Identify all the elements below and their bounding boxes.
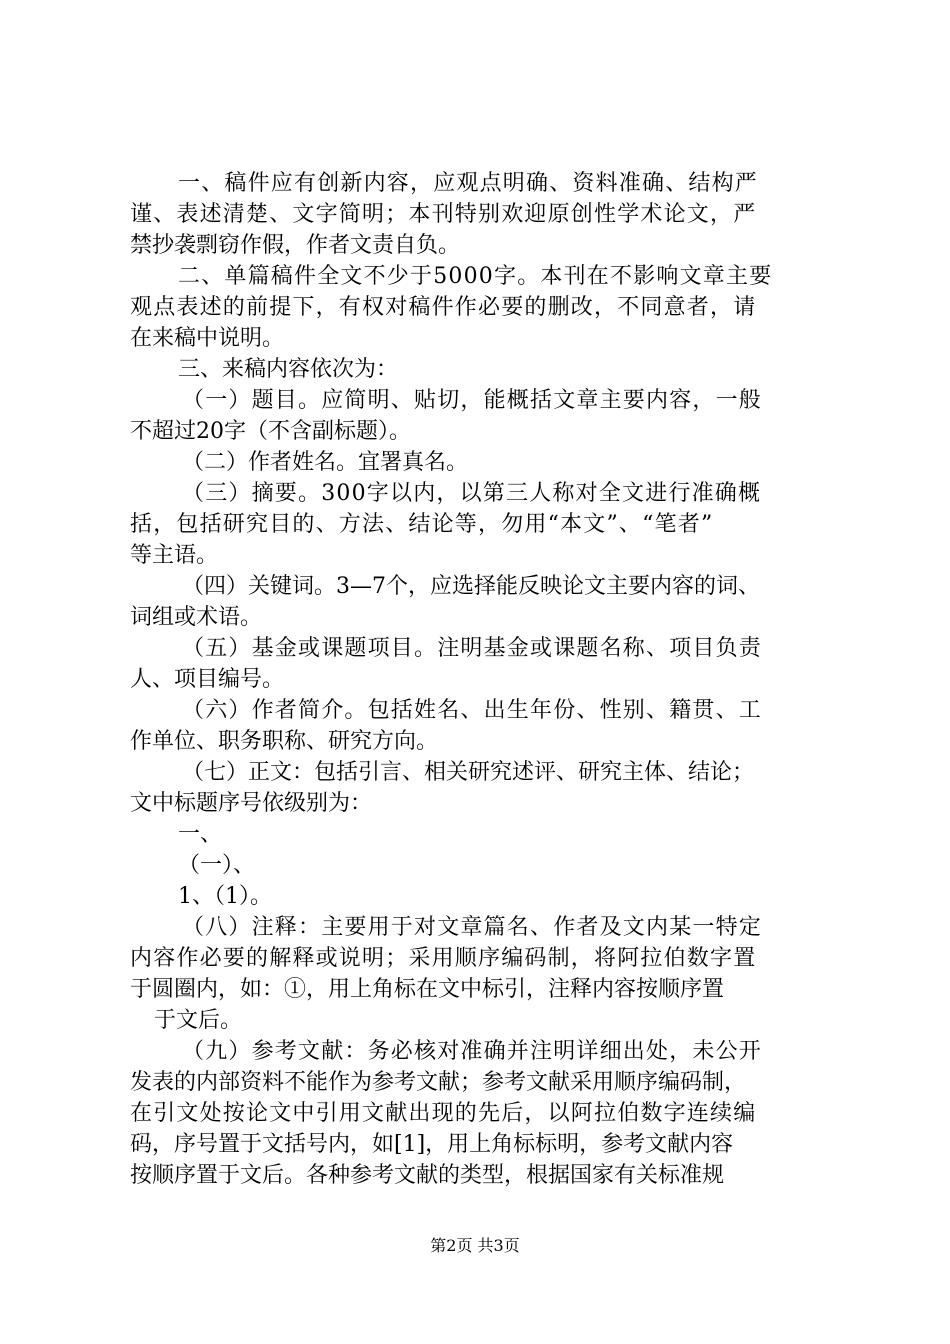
page-number-footer: 第2页 共3页	[430, 1236, 520, 1255]
paragraph-line: 1、（1）。	[178, 884, 272, 909]
paragraph-line: （一）、	[178, 853, 256, 878]
paragraph-line: （二）作者姓名。宜署真名。	[182, 450, 469, 475]
paragraph-line: 码，序号置于文括号内，如[1]，用上角标标明，参考文献内容	[130, 1132, 734, 1157]
paragraph-line: （三）摘要。300字以内，以第三人称对全文进行准确概	[182, 481, 762, 506]
paragraph-line: （五）基金或课题项目。注明基金或课题名称、项目负责	[182, 636, 763, 661]
paragraph-line: （一）题目。应简明、贴切，能概括文章主要内容，一般	[182, 388, 763, 413]
paragraph-line: 发表的内部资料不能作为参考文献；参考文献采用顺序编码制，	[130, 1070, 747, 1095]
paragraph-line: 作单位、职务职称、研究方向。	[130, 729, 439, 754]
paragraph-line: 内容作必要的解释或说明；采用顺序编码制，将阿拉伯数字置	[130, 946, 757, 971]
paragraph-line: 在引文处按论文中引用文献出现的先后，以阿拉伯数字连续编	[130, 1101, 757, 1126]
paragraph-line: 三、来稿内容依次为：	[178, 357, 399, 382]
paragraph-line: （四）关键词。3—7个，应选择能反映论文主要内容的词、	[182, 574, 760, 599]
paragraph-line: 不超过20字（不含副标题）。	[130, 419, 411, 444]
paragraph-line: 观点表述的前提下，有权对稿件作必要的删改，不同意者，请	[130, 295, 757, 320]
paragraph-line: 在来稿中说明。	[130, 326, 285, 351]
paragraph-line: （七）正文：包括引言、相关研究述评、研究主体、结论；	[182, 760, 755, 785]
paragraph-line: 括，包括研究目的、方法、结论等，勿用“本文”、“笔者”	[130, 512, 714, 537]
paragraph-line: 二、单篇稿件全文不少于5000字。本刊在不影响文章主要	[178, 264, 773, 289]
document-body	[130, 168, 830, 1191]
paragraph-line: 一、	[178, 822, 223, 847]
paragraph-line: 等主语。	[130, 543, 219, 568]
paragraph-line: 按顺序置于文后。各种参考文献的类型，根据国家有关标准规	[130, 1163, 725, 1188]
paragraph-line: （九）参考文献：务必核对准确并注明详细出处，未公开	[182, 1039, 763, 1064]
paragraph-line: （六）作者简介。包括姓名、出生年份、性别、籍贯、工	[182, 698, 763, 723]
paragraph-line: 于文后。	[154, 1008, 243, 1033]
paragraph-line: 词组或术语。	[130, 605, 263, 630]
paragraph-line: 谨、表述清楚、文字简明；本刊特别欢迎原创性学术论文，严	[130, 202, 757, 227]
paragraph-line: 于圆圈内，如：①，用上角标在文中标引，注释内容按顺序置	[130, 977, 725, 1002]
paragraph-line: 一、稿件应有创新内容，应观点明确、资料准确、结构严	[178, 171, 759, 196]
paragraph-line: 人、项目编号。	[130, 667, 285, 692]
paragraph-line: 禁抄袭剽窃作假，作者文责自负。	[130, 233, 461, 258]
paragraph-line: 文中标题序号依级别为：	[130, 791, 373, 816]
paragraph-line: （八）注释：主要用于对文章篇名、作者及文内某一特定	[182, 915, 763, 940]
